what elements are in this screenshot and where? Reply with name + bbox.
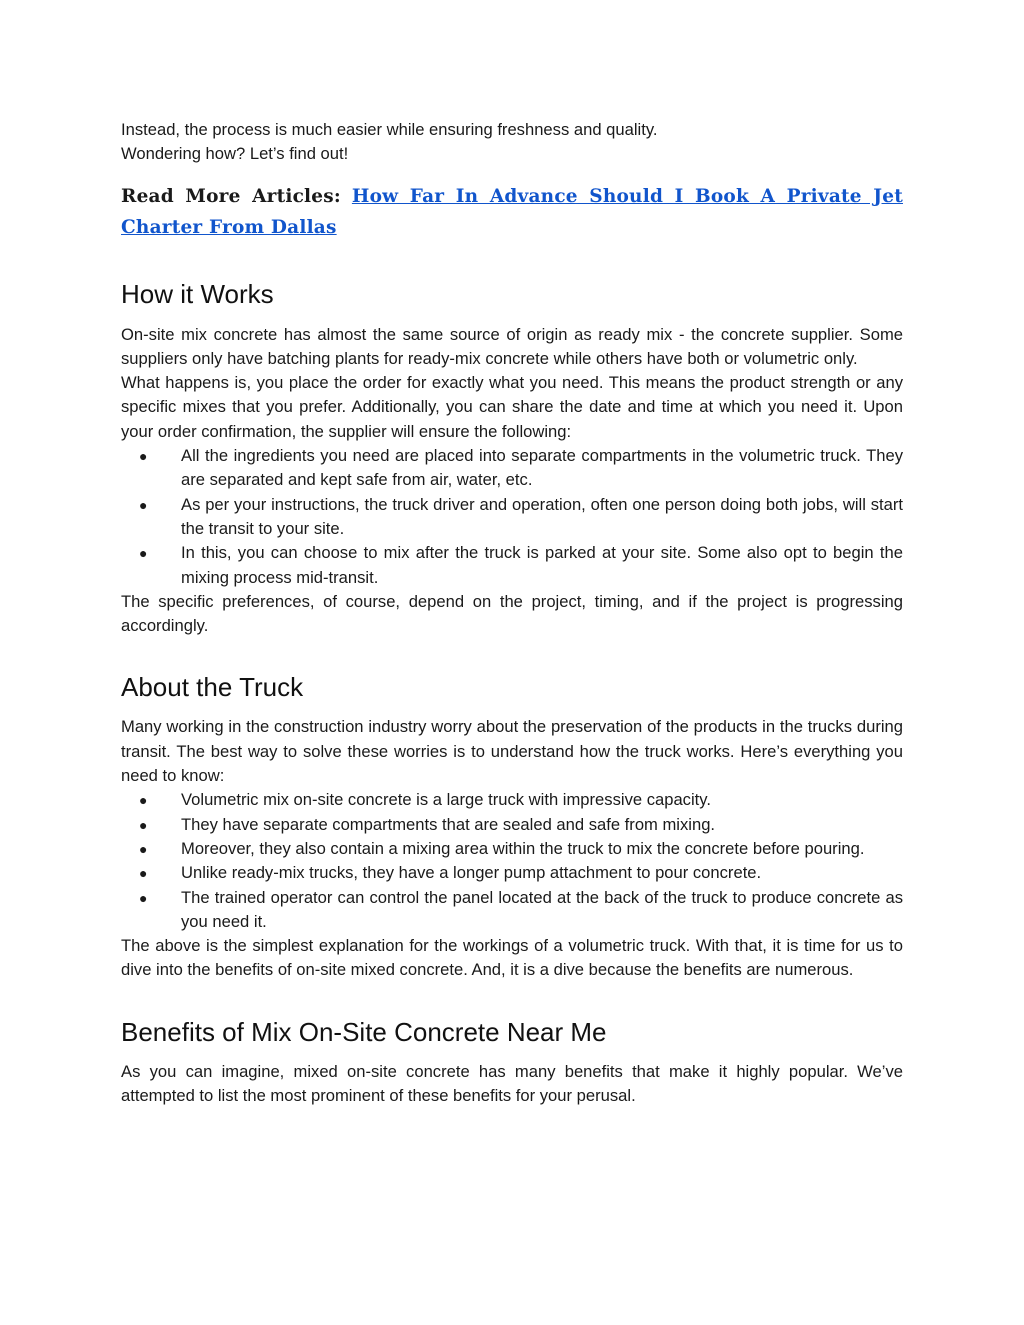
list-item-text: All the ingredients you need are placed into separate compartments in the volumetric truck. They are separated and kept safe from air, water, etc. <box>181 446 903 490</box>
list-item-text: In this, you can choose to mix after the truck is parked at your site. Some also opt to begin the mixing process mid-transit. <box>181 543 903 587</box>
list-item-text: The trained operator can control the panel located at the back of the truck to produce concrete as you need it. <box>181 887 903 931</box>
list-item <box>121 788 903 812</box>
list-item <box>121 861 903 885</box>
about-truck-paragraph-1: Many working in the construction industry worry about the preservation of the products in the trucks during transit. The best way to solve these worries is to understand how the truck works. Here’s everything you need to know: <box>121 717 903 786</box>
how-it-works-paragraph-3: The specific preferences, of course, depend on the project, timing, and if the project is progressing accordingly. <box>121 591 903 636</box>
how-it-works-bullet-list <box>121 444 903 590</box>
heading-how-it-works: How it Works <box>121 278 274 309</box>
about-truck-bullet-list <box>121 788 903 934</box>
list-item <box>121 444 903 493</box>
list-item-text: As per your instructions, the truck driver and operation, often one person doing both jobs, will start the transit to your site. <box>181 494 903 538</box>
list-item <box>121 837 903 861</box>
intro-section <box>121 118 903 167</box>
bullet-icon: ● <box>139 889 148 906</box>
bullet-icon: ● <box>139 865 148 882</box>
list-item <box>121 541 903 590</box>
read-more-paragraph <box>121 181 903 243</box>
list-item <box>121 813 903 837</box>
list-item <box>121 493 903 542</box>
heading-about-the-truck: About the Truck <box>121 672 304 703</box>
bullet-icon: ● <box>139 496 148 513</box>
benefits-paragraph-1: As you can imagine, mixed on-site concrete has many benefits that make it highly popular. We’ve attempted to list the most prominent of these benefits for your perusal. <box>121 1061 903 1106</box>
bullet-icon: ● <box>139 545 148 562</box>
document-page <box>121 118 903 1108</box>
bullet-icon: ● <box>139 840 148 857</box>
bullet-icon: ● <box>139 816 148 833</box>
heading-benefits: Benefits of Mix On-Site Concrete Near Me <box>121 1016 607 1047</box>
read-more-label: Read More Articles: <box>121 185 341 207</box>
bullet-icon: ● <box>139 792 148 809</box>
bullet-icon: ● <box>139 448 148 465</box>
about-truck-paragraph-2: The above is the simplest explanation for the workings of a volumetric truck. With that, it is time for us to dive into the benefits of on-site mixed concrete. And, it is a dive because the benefits are numerous. <box>121 936 903 980</box>
list-item-text: Unlike ready-mix trucks, they have a longer pump attachment to pour concrete. <box>181 863 762 883</box>
read-more-link[interactable]: How Far In Advance Should I Book A Private Jet Charter From Dallas <box>121 185 903 238</box>
list-item <box>121 886 903 935</box>
list-item-text: They have separate compartments that are sealed and safe from mixing. <box>181 814 716 834</box>
how-it-works-paragraph-2: What happens is, you place the order for exactly what you need. This means the product strength or any specific mixes that you prefer. Additionally, you can share the date and time at which you need it. Upon your order confirmation, the supplier will ensure the following: <box>121 373 903 441</box>
how-it-works-paragraph-1: On-site mix concrete has almost the same source of origin as ready mix - the concrete supplier. Some suppliers only have batching plants for ready-mix concrete while others have both or volumetric only. <box>121 324 903 368</box>
intro-line-1: Instead, the process is much easier while ensuring freshness and quality. <box>121 120 658 139</box>
intro-line-2: Wondering how? Let’s find out! <box>121 144 349 164</box>
list-item-text: Moreover, they also contain a mixing area within the truck to mix the concrete before pouring. <box>181 838 865 858</box>
list-item-text: Volumetric mix on-site concrete is a large truck with impressive capacity. <box>181 790 711 810</box>
